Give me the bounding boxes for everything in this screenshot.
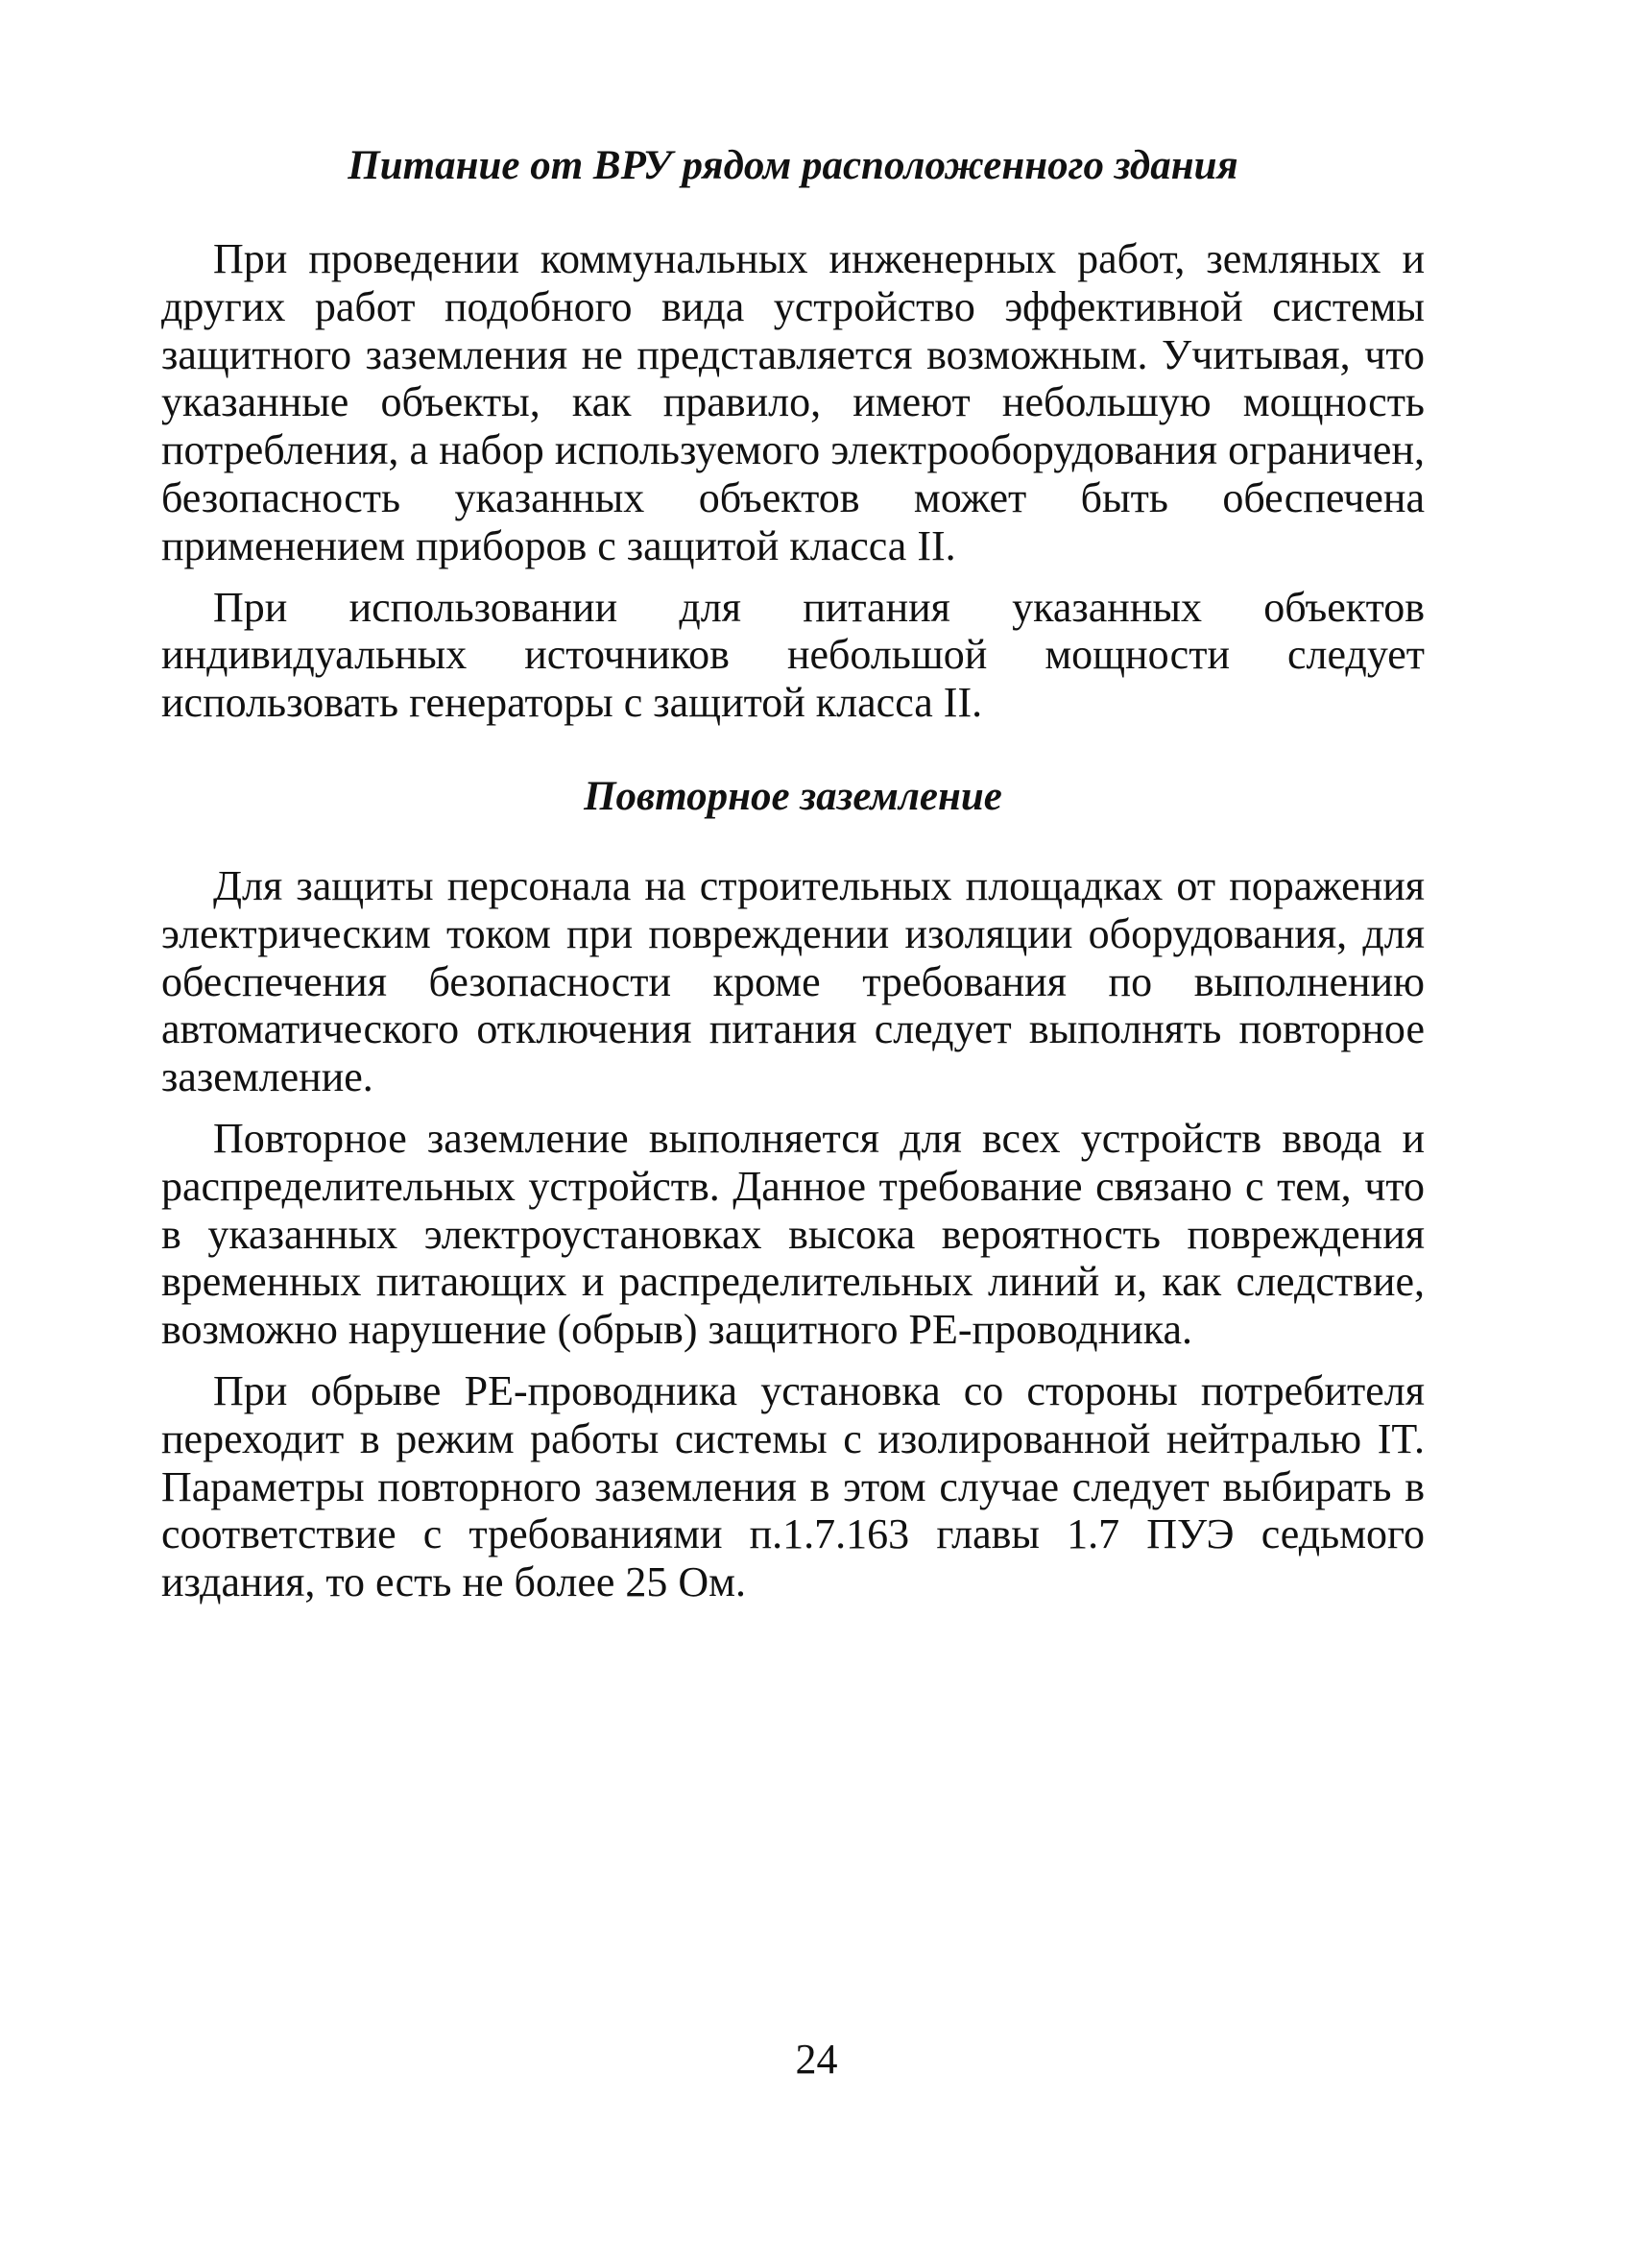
section-repeated-grounding-body <box>161 862 1425 1620</box>
paragraph: При использовании для питания указанных объектов индивидуальных источников небольшой мощности следует использовать генераторы с защитой класса II. <box>161 583 1425 727</box>
section-heading-repeated-grounding: Повторное заземление <box>584 774 1002 819</box>
section-heading-power-supply: Питание от ВРУ рядом расположенного здания <box>348 143 1238 188</box>
paragraph: Повторное заземление выполняется для всех устройств ввода и распределительных устройств. Данное требование связано с тем, что в указанных электроустановках высока вероятность повреждения временных питающих и распределительных линий и, как следствие, возможно нарушение (обрыв) защитного PE-проводника. <box>161 1114 1425 1354</box>
page-number: 24 <box>795 2036 838 2083</box>
paragraph: При обрыве PE-проводника установка со стороны потребителя переходит в режим работы системы с изолированной нейтралью IT. Параметры повторного заземления в этом случае следует выбирать в соответствие с требованиями п.1.7.163 главы 1.7 ПУЭ седьмого издания, то есть не более 25 Ом. <box>161 1366 1425 1606</box>
section-power-supply-body <box>161 235 1425 740</box>
paragraph: При проведении коммунальных инженерных работ, земляных и других работ подобного вида устройство эффективной системы защитного заземления не представляется возможным. Учитывая, что указанные объекты, как правило, имеют небольшую мощность потребления, а набор используемого электрооборудования ограничен, безопасность указанных объектов может быть обеспечена применением приборов с защитой класса II. <box>161 235 1425 569</box>
paragraph: Для защиты персонала на строительных площадках от поражения электрическим током при повреждении изоляции оборудования, для обеспечения безопасности кроме требования по выполнению автоматического отключения питания следует выполнять повторное заземление. <box>161 862 1425 1101</box>
